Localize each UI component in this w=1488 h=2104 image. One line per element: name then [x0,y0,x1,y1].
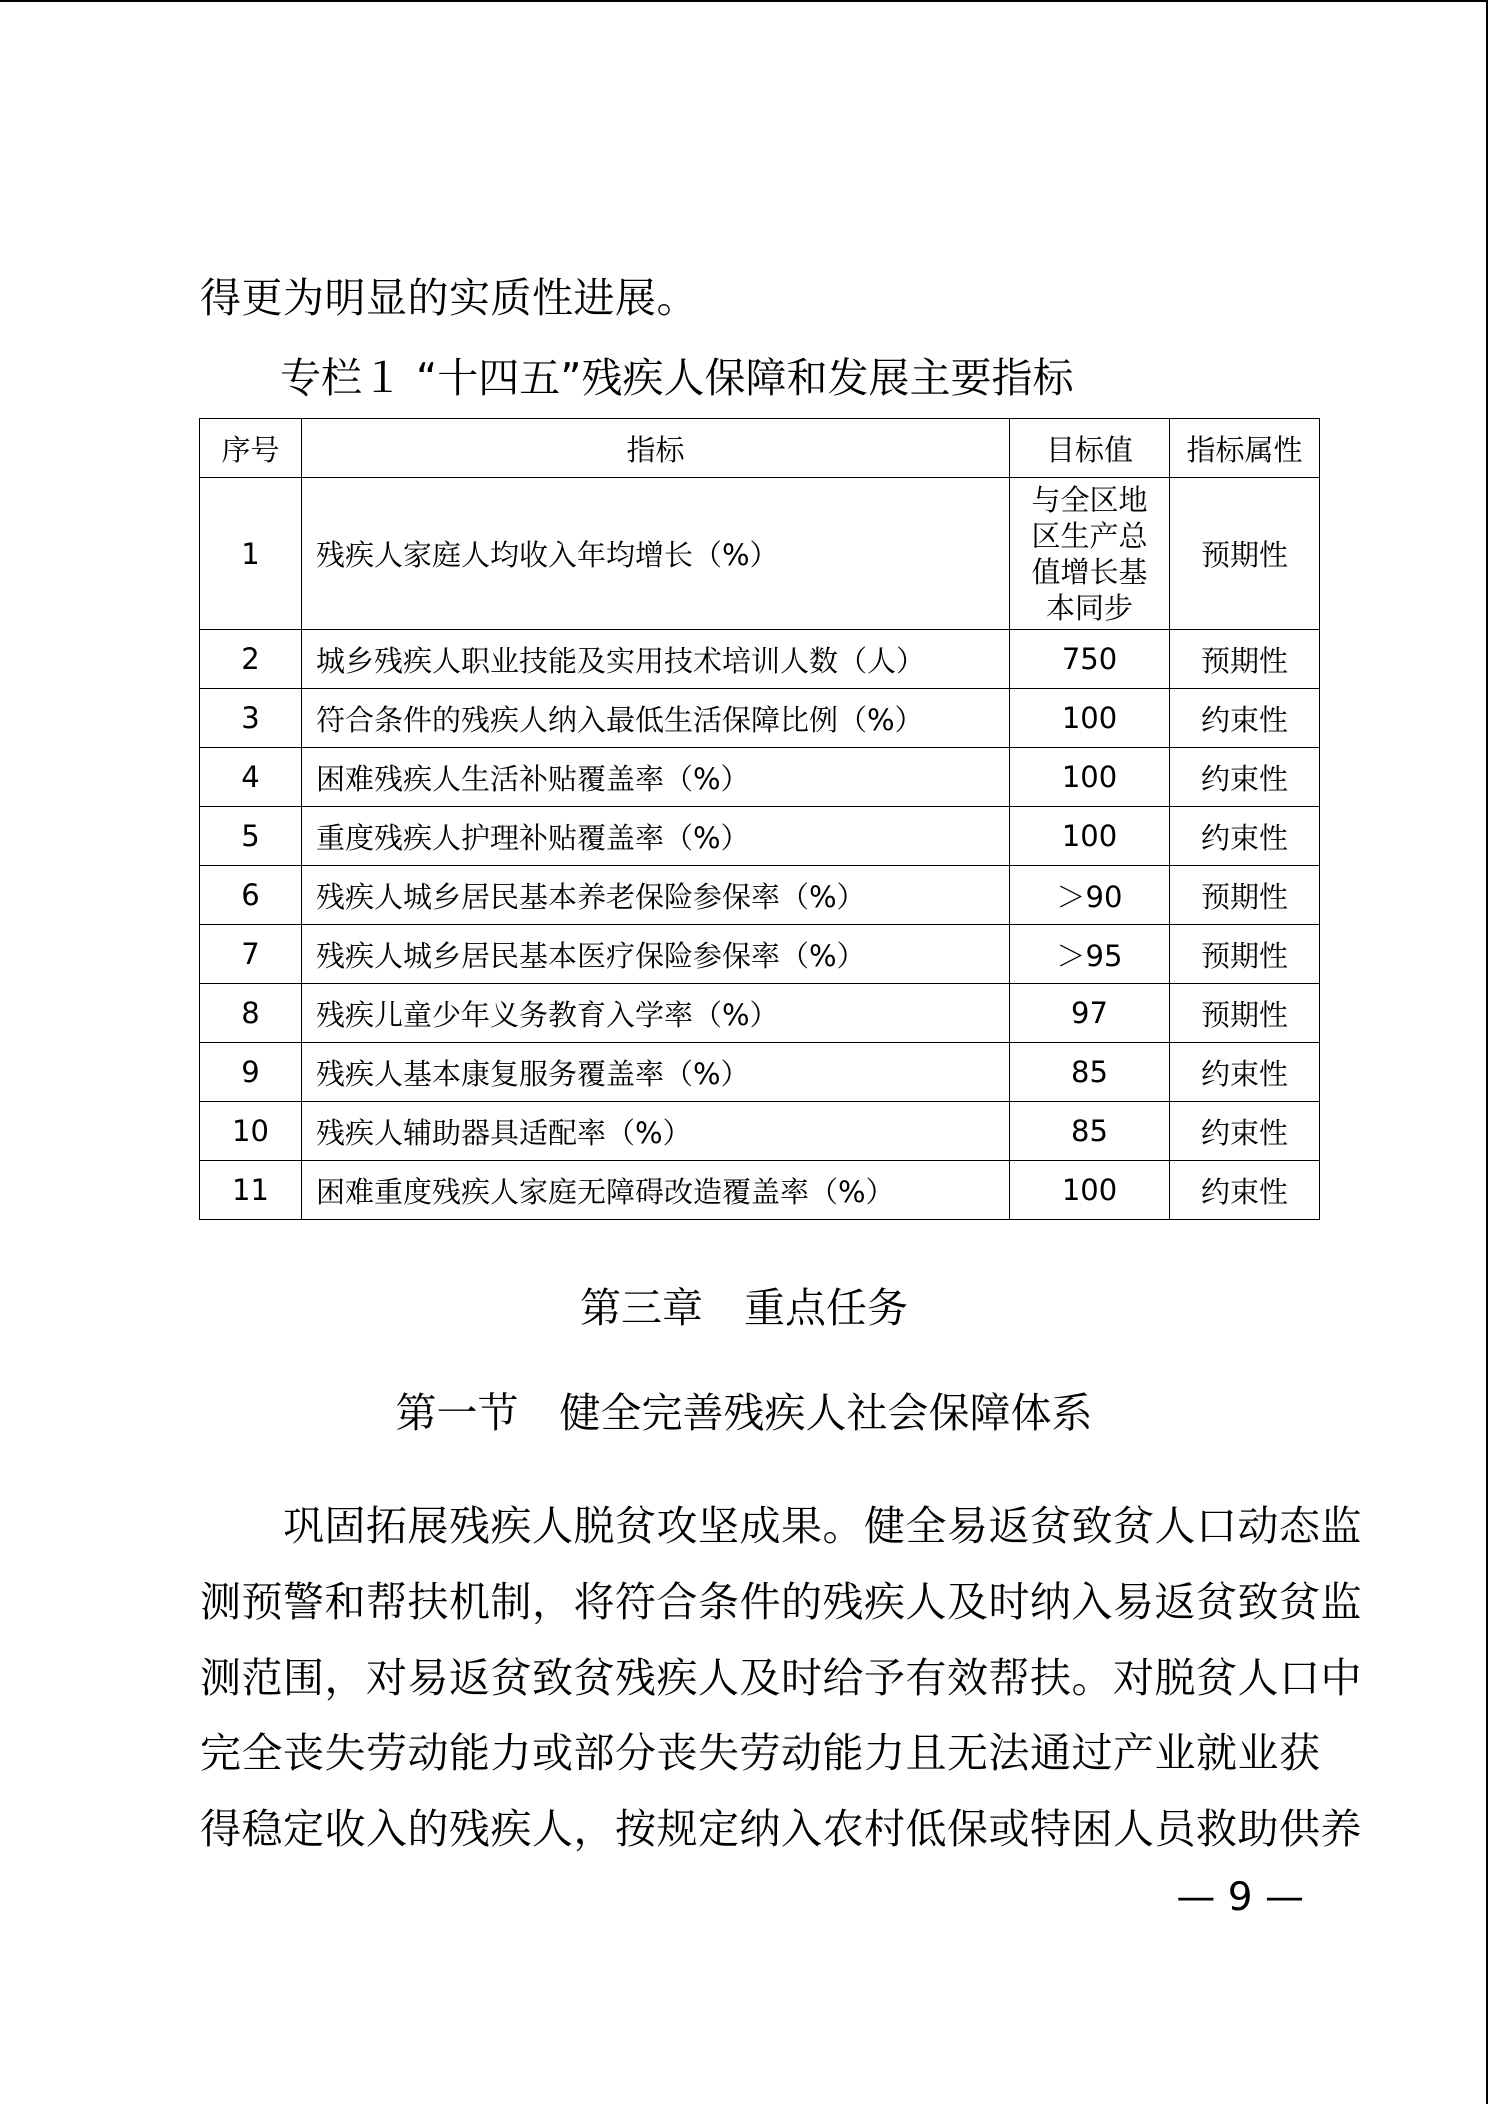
row-attribute: 预期性 [1170,984,1320,1043]
table-row [200,866,1320,925]
table-row [200,748,1320,807]
table-row [200,1102,1320,1161]
row-num: 2 [200,630,302,689]
row-num: 11 [200,1161,302,1220]
row-attribute: 约束性 [1170,1043,1320,1102]
row-target: 100 [1010,1161,1170,1220]
row-target: 与全区地区生产总值增长基本同步 [1031,482,1148,625]
row-target-cell [1010,478,1170,630]
row-target: 85 [1010,1043,1170,1102]
row-attribute: 预期性 [1170,630,1320,689]
row-num: 5 [200,807,302,866]
row-indicator: 残疾人家庭人均收入年均增长（%） [302,478,1010,630]
table-title: 专栏１ “十四五”残疾人保障和发展主要指标 [280,354,1074,402]
row-target: 750 [1010,630,1170,689]
table-row [200,689,1320,748]
row-num: 8 [200,984,302,1043]
row-num: 4 [200,748,302,807]
table-row [200,1161,1320,1220]
row-attribute: 约束性 [1170,1161,1320,1220]
row-indicator: 残疾儿童少年义务教育入学率（%） [302,984,1010,1043]
body-line: 得稳定收入的残疾人，按规定纳入农村低保或特困人员救助供养 [200,1805,1362,1853]
row-num: 10 [200,1102,302,1161]
row-target: 85 [1010,1102,1170,1161]
row-indicator: 困难残疾人生活补贴覆盖率（%） [302,748,1010,807]
row-target: 100 [1010,689,1170,748]
row-target: 100 [1010,807,1170,866]
page-number: — 9 — [1176,1875,1304,1920]
header-indicator: 指标 [302,419,1010,478]
indicators-table [199,418,1320,1220]
row-target: 100 [1010,748,1170,807]
header-num: 序号 [200,419,302,478]
header-target: 目标值 [1010,419,1170,478]
row-num: 3 [200,689,302,748]
row-attribute: 约束性 [1170,689,1320,748]
section-heading: 第一节 健全完善残疾人社会保障体系 [395,1389,1093,1437]
row-num: 1 [200,478,302,630]
row-indicator: 残疾人城乡居民基本养老保险参保率（%） [302,866,1010,925]
body-line: 测范围，对易返贫致贫残疾人及时给予有效帮扶。对脱贫人口中 [200,1654,1362,1702]
row-num: 7 [200,925,302,984]
row-indicator: 残疾人辅助器具适配率（%） [302,1102,1010,1161]
table-row [200,807,1320,866]
table-row [200,630,1320,689]
row-num: 6 [200,866,302,925]
row-target: ＞90 [1010,866,1170,925]
header-attribute: 指标属性 [1170,419,1320,478]
chapter-heading: 第三章 重点任务 [580,1284,908,1332]
table-row [200,1043,1320,1102]
row-attribute: 预期性 [1170,866,1320,925]
row-num: 9 [200,1043,302,1102]
row-attribute: 约束性 [1170,748,1320,807]
row-attribute: 约束性 [1170,1102,1320,1161]
body-line: 巩固拓展残疾人脱贫攻坚成果。健全易返贫致贫人口动态监 [200,1502,1362,1550]
row-target: 97 [1010,984,1170,1043]
table-row [200,478,1320,630]
intro-line: 得更为明显的实质性进展。 [200,274,698,322]
row-indicator: 符合条件的残疾人纳入最低生活保障比例（%） [302,689,1010,748]
table-row [200,984,1320,1043]
row-indicator: 城乡残疾人职业技能及实用技术培训人数（人） [302,630,1010,689]
row-attribute: 预期性 [1170,925,1320,984]
table-header-row [200,419,1320,478]
row-indicator: 残疾人基本康复服务覆盖率（%） [302,1043,1010,1102]
row-indicator: 重度残疾人护理补贴覆盖率（%） [302,807,1010,866]
table-row [200,925,1320,984]
row-attribute: 预期性 [1170,478,1320,630]
row-indicator: 残疾人城乡居民基本医疗保险参保率（%） [302,925,1010,984]
row-indicator: 困难重度残疾人家庭无障碍改造覆盖率（%） [302,1161,1010,1220]
page-top-border [0,0,1488,2]
body-line: 完全丧失劳动能力或部分丧失劳动能力且无法通过产业就业获 [200,1729,1321,1777]
row-target: ＞95 [1010,925,1170,984]
body-line: 测预警和帮扶机制，将符合条件的残疾人及时纳入易返贫致贫监 [200,1578,1362,1626]
row-attribute: 约束性 [1170,807,1320,866]
